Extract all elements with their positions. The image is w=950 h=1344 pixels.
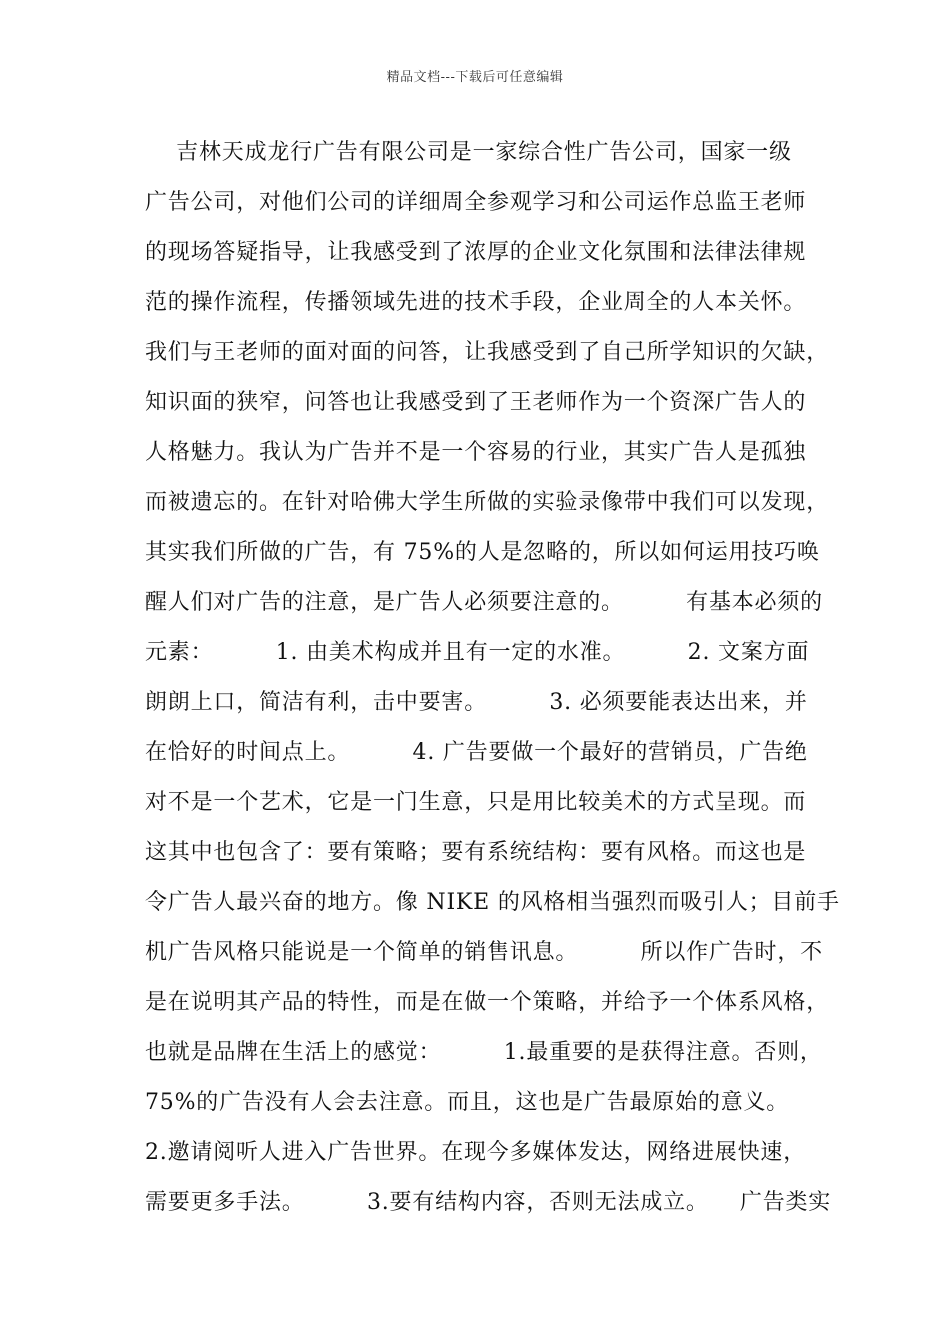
text-line: 机广告风格只能说是一个简单的销售讯息。 所以作广告时，不: [145, 940, 823, 965]
text-line: 对不是一个艺术，它是一门生意，只是用比较美术的方式呈现。而: [145, 790, 807, 815]
text-line: 75%的广告没有人会去注意。而且，这也是广告最原始的意义。: [145, 1090, 790, 1115]
text-line: 也就是品牌在生活上的感觉： 1.最重要的是获得注意。否则，: [145, 1040, 823, 1065]
text-line: 广告公司，对他们公司的详细周全参观学习和公司运作总监王老师: [145, 190, 807, 215]
text-line: 朗朗上口，简洁有利，击中要害。 3. 必须要能表达出来，并: [145, 690, 808, 715]
body-text: [145, 134, 840, 1234]
text-line: 的现场答疑指导，让我感受到了浓厚的企业文化氛围和法律法律规: [145, 240, 807, 265]
text-line: 在恰好的时间点上。 4. 广告要做一个最好的营销员，广告绝: [145, 740, 808, 765]
text-line: 这其中也包含了：要有策略；要有系统结构：要有风格。而这也是: [145, 840, 807, 865]
text-line: 而被遗忘的。在针对哈佛大学生所做的实验录像带中我们可以发现，: [145, 490, 830, 515]
text-line: 吉林天成龙行广告有限公司是一家综合性广告公司，国家一级: [145, 140, 792, 165]
text-line: 人格魅力。我认为广告并不是一个容易的行业，其实广告人是孤独: [145, 440, 807, 465]
text-line: 范的操作流程，传播领域先进的技术手段，企业周全的人本关怀。: [145, 290, 807, 315]
text-line: 元素： 1. 由美术构成并且有一定的水准。 2. 文案方面: [145, 640, 810, 665]
text-line: 我们与王老师的面对面的问答，让我感受到了自己所学知识的欠缺，: [145, 340, 830, 365]
text-line: 令广告人最兴奋的地方。像 NIKE 的风格相当强烈而吸引人；目前手: [145, 890, 840, 915]
text-line: 知识面的狭窄，问答也让我感受到了王老师作为一个资深广告人的: [145, 390, 807, 415]
text-line: 需要更多手法。 3.要有结构内容，否则无法成立。 广告类实: [145, 1190, 832, 1215]
page-header: 精品文档---下载后可任意编辑: [386, 70, 564, 85]
text-line: 是在说明其产品的特性，而是在做一个策略，并给予一个体系风格，: [145, 990, 830, 1015]
text-line: 醒人们对广告的注意，是广告人必须要注意的。 有基本必须的: [145, 590, 823, 615]
text-line: 其实我们所做的广告，有 75%的人是忽略的，所以如何运用技巧唤: [145, 540, 820, 565]
text-line: 2.邀请阅听人进入广告世界。在现今多媒体发达，网络进展快速，: [145, 1140, 806, 1165]
